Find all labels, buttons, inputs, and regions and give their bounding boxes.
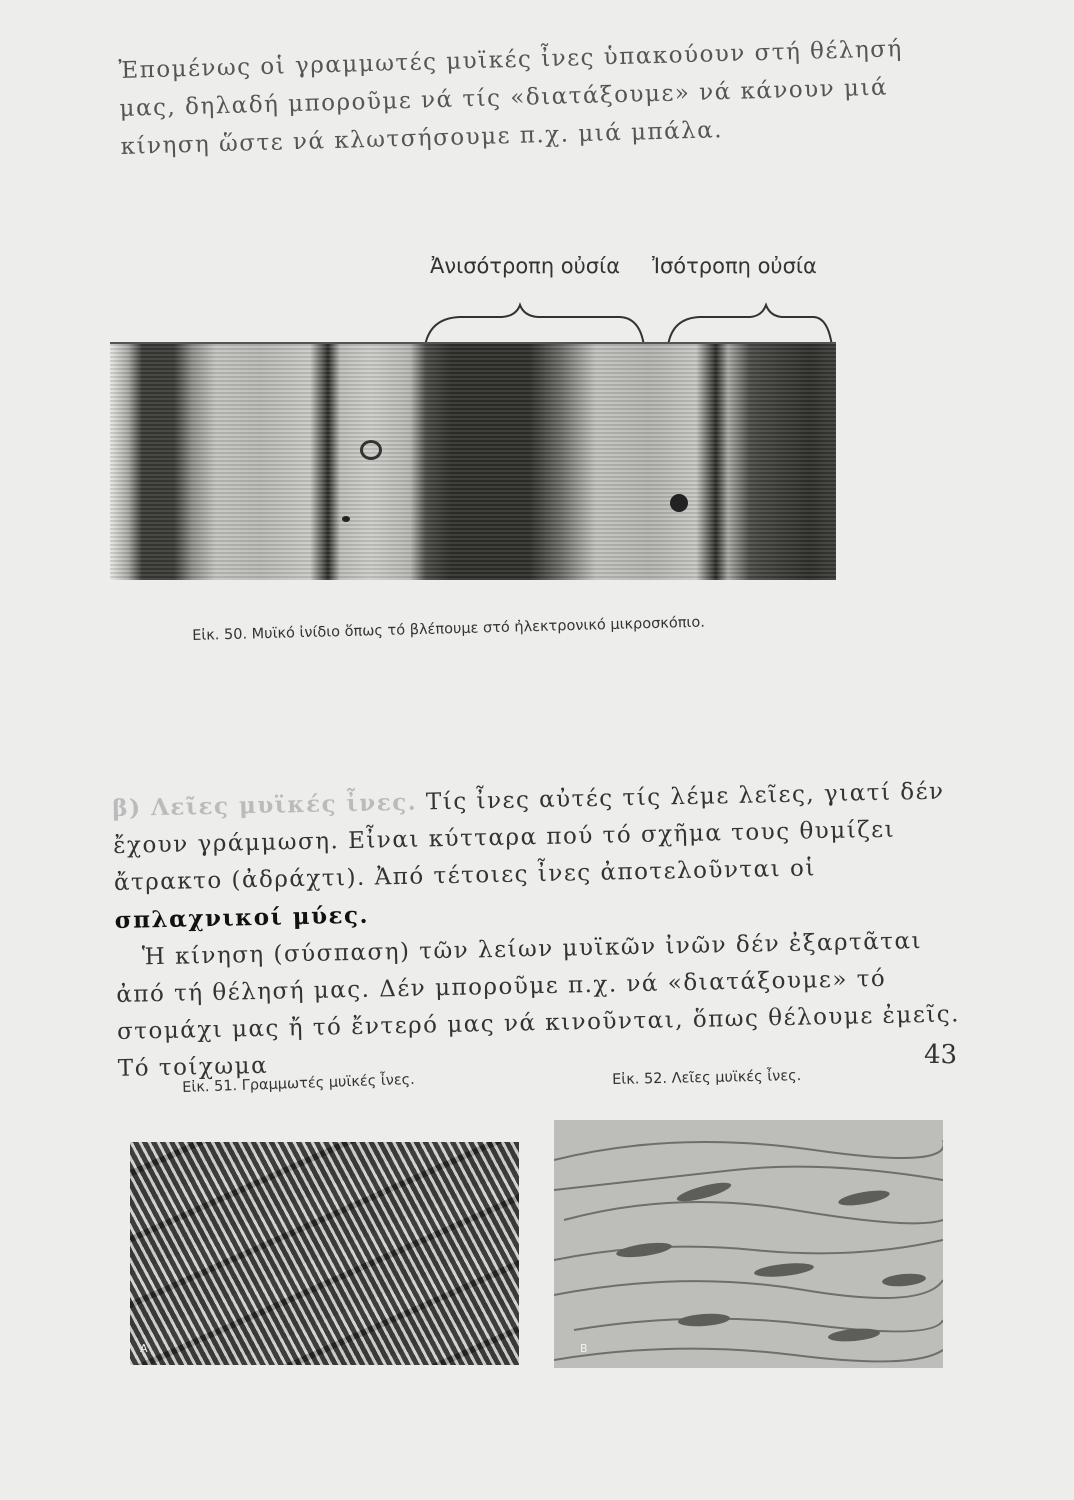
isotropic-label: Ἰσότροπη οὐσία: [652, 254, 817, 278]
micrograph-spot: [360, 440, 382, 460]
myofibril-micrograph: [110, 342, 836, 580]
striated-fibers-image: [130, 1142, 519, 1365]
section-b-text-2: Ἡ κίνηση (σύσπαση) τῶν λείων μυϊκῶν ἰνῶν δέν ἐξαρτᾶται ἀπό τή θέλησή μας. Δέν μποροῦμε π.χ. νά «διατάξουμε» τό στομάχι μας ἤ τό ἔντερό μας νά κινοῦνται, ὅπως θέλουμε ἐμεῖς. Τό τοίχωμα: [116, 928, 961, 1082]
anisotropic-label: Ἀνισότροπη οὐσία: [430, 254, 621, 278]
intro-paragraph: Ἐπομένως οἱ γραμμωτές μυϊκές ἶνες ὑπακούουν στή θέλησή μας, δηλαδή μποροῦμε νά τίς «διατάξουμε» νά κάνουν μιά κίνηση ὥστε νά κλωτσήσουμε π.χ. μιά μπάλα.: [118, 36, 904, 160]
isotropic-brace: [668, 305, 832, 346]
smooth-fibers-image: [554, 1120, 943, 1368]
section-b-heading: β) Λεῖες μυϊκές ἶνες.: [112, 788, 418, 822]
page-number: 43: [924, 1040, 958, 1070]
micrograph-spot: [670, 494, 688, 512]
anisotropic-brace: [425, 305, 644, 346]
figure-51-caption: Εἰκ. 51. Γραμμωτές μυϊκές ἶνες.: [182, 1071, 416, 1096]
figure-50-caption: Εἰκ. 50. Μυϊκό ἰνίδιο ὅπως τό βλέπουμε στό ἠλεκτρονικό μικροσκόπιο.: [192, 614, 706, 644]
visceral-muscles-term: σπλαχνικοί μύες.: [114, 901, 370, 934]
figure-52-letter: B: [580, 1342, 588, 1355]
section-b-text-1: Τίς ἶνες αὐτές τίς λέμε λεῖες, γιατί δέν ἔχουν γράμμωση. Εἶναι κύτταρα πού τό σχῆμα τους θυμίζει ἄτρακτο (ἀδράχτι). Ἀπό τέτοιες ἶνες ἀποτελοῦνται οἱ: [112, 778, 945, 896]
section-b-paragraph: [112, 772, 978, 1088]
figure-51-letter: A: [140, 1342, 148, 1355]
figure-52-caption: Εἰκ. 52. Λεῖες μυϊκές ἶνες.: [612, 1068, 802, 1088]
micrograph-spot: [342, 516, 350, 522]
smooth-fibers-drawing: [554, 1120, 943, 1368]
brace-markers: [420, 300, 840, 348]
